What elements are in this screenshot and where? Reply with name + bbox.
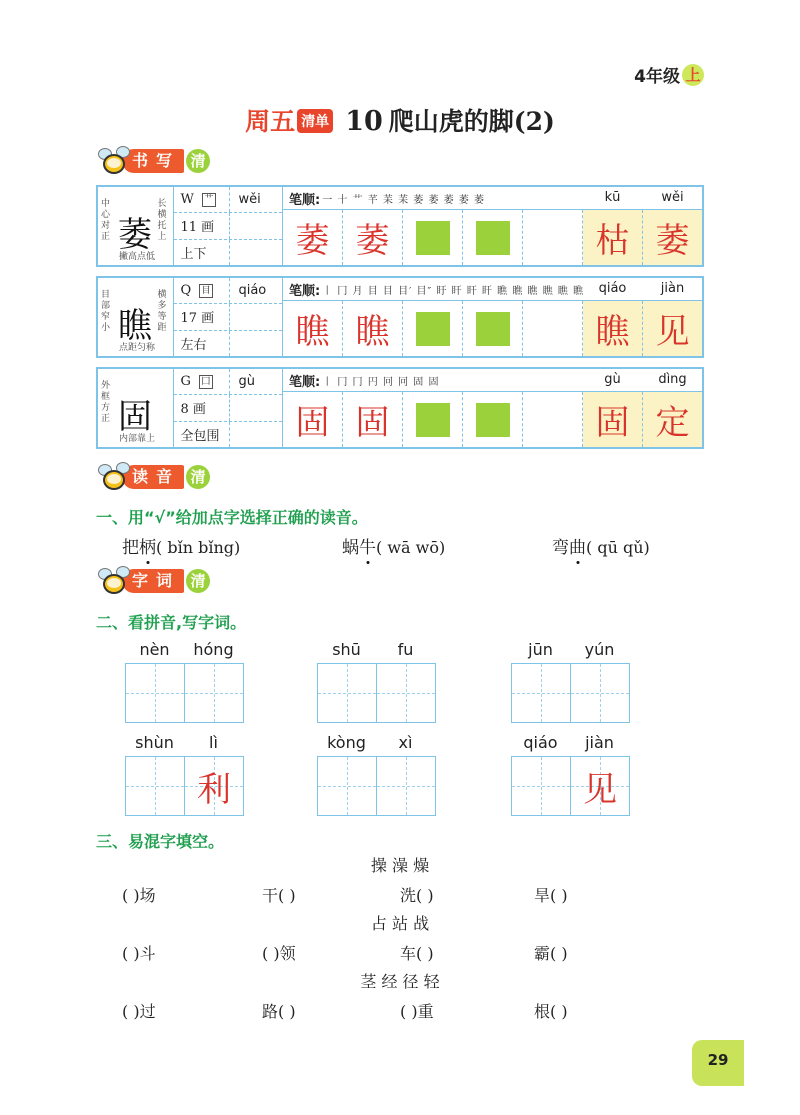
big-char: 固 <box>118 397 152 437</box>
pinyin: kòng <box>327 733 366 752</box>
pinyin-write-item <box>317 640 436 723</box>
q3-prompt: 三、易混字填空。 <box>96 832 225 851</box>
pinyin: hóng <box>193 640 234 659</box>
confusable-chars: 茎 经 径 轻 <box>360 972 440 991</box>
big-char-box <box>98 369 174 447</box>
stroke-sequence: 丨 冂 冂 円 冋 冋 固 固 <box>322 376 440 388</box>
write-cell[interactable] <box>185 664 243 722</box>
section-write-header <box>98 146 210 176</box>
copy-char: 瞧 <box>295 312 330 352</box>
pinyin: qiáo <box>523 733 558 752</box>
pinyin: shùn <box>135 733 174 752</box>
write-cell[interactable] <box>377 664 435 722</box>
tip-left: 中心对正 <box>101 199 111 242</box>
q1-prompt: 一、用“√”给加点字选择正确的读音。 <box>96 508 368 527</box>
practice-cell <box>283 392 343 447</box>
section-read-label: 读音 <box>122 465 184 489</box>
grade-label <box>634 62 704 87</box>
fill-blank[interactable]: 旱( ) <box>534 886 568 905</box>
write-cell[interactable] <box>318 757 377 815</box>
pinyin-row <box>317 733 435 752</box>
stroke-sequence: 一 十 艹 芊 苿 苿 萎 萎 萎 萎 萎 <box>322 194 485 206</box>
practice-cell <box>283 210 343 265</box>
q1-item-3 <box>552 533 650 558</box>
write-cell[interactable] <box>126 664 185 722</box>
pinyin-write-item <box>511 733 630 816</box>
fill-blank[interactable]: 车( ) <box>400 944 434 963</box>
fill-blank[interactable]: ( )领 <box>262 944 296 963</box>
practice-box <box>416 312 450 346</box>
fill-blank[interactable]: ( )斗 <box>122 944 156 963</box>
structure: 左右 <box>174 331 230 356</box>
char-pinyin: gù <box>238 374 255 390</box>
dotted-char: 牛 <box>359 538 376 558</box>
section-write-label: 书写 <box>122 149 184 173</box>
write-cell[interactable] <box>571 664 629 722</box>
practice-cell[interactable] <box>463 210 523 265</box>
q2-prompt: 二、看拼音,写字词。 <box>96 613 247 632</box>
copy-char: 固 <box>295 403 330 443</box>
char-pinyin: qiáo <box>238 283 267 299</box>
qing-icon: 清 <box>186 465 210 489</box>
char-info <box>174 187 283 265</box>
practice-cell <box>643 190 702 265</box>
index-letter: G <box>180 374 191 390</box>
practice-cell <box>643 372 702 447</box>
write-cell[interactable] <box>512 757 571 815</box>
practice-cell <box>283 301 343 356</box>
write-grid[interactable] <box>125 756 244 816</box>
write-grid[interactable] <box>317 756 436 816</box>
word-char: 瞧 <box>595 312 630 352</box>
index-letter: W <box>180 192 194 208</box>
fill-blank[interactable]: 路( ) <box>262 1002 296 1021</box>
practice-cell[interactable] <box>403 210 463 265</box>
pinyin: xì <box>398 733 413 752</box>
big-char: 萎 <box>118 215 152 255</box>
practice-cell[interactable] <box>463 392 523 447</box>
tip-bottom: 内部靠上 <box>118 434 155 444</box>
dotted-char: 曲 <box>569 538 586 558</box>
word-char: 定 <box>655 403 690 443</box>
bee-icon <box>98 146 128 176</box>
big-char-box <box>98 187 174 265</box>
stroke-sequence: 丨 冂 月 目 目 目′ 目″ 盱 盰 盰 盰 瞧 瞧 瞧 瞧 瞧 瞧 <box>322 285 585 297</box>
title-day: 周五 <box>245 107 296 136</box>
practice-box <box>476 221 510 255</box>
pinyin: shū <box>332 640 361 659</box>
word-char: 见 <box>655 312 690 352</box>
section-words-header <box>98 566 210 596</box>
practice-cell <box>343 210 403 265</box>
bee-icon <box>98 566 128 596</box>
stroke-label: 笔顺: <box>289 192 321 208</box>
copy-char: 固 <box>355 403 390 443</box>
stroke-count: 8 画 <box>174 395 230 420</box>
write-cell[interactable] <box>512 664 571 722</box>
q1-char: 蜗 <box>342 538 359 558</box>
write-grid[interactable] <box>511 756 630 816</box>
q1-char: 弯 <box>552 538 569 558</box>
pinyin-write-item <box>125 733 244 816</box>
char-practice-row <box>96 367 704 449</box>
copy-char: 萎 <box>295 221 330 261</box>
tip-bottom: 撇高点低 <box>118 252 155 262</box>
pinyin: lì <box>209 733 218 752</box>
word-pinyin: qiáo <box>598 281 627 296</box>
write-cell[interactable] <box>571 757 629 815</box>
lesson-title: 爬山虎的脚(2) <box>388 107 555 136</box>
pinyin-row <box>511 733 629 752</box>
pinyin: fu <box>397 640 414 659</box>
practice-cell[interactable] <box>403 392 463 447</box>
tip-bottom: 点距匀称 <box>118 343 155 353</box>
q1-char: 把 <box>122 538 139 558</box>
write-cell[interactable] <box>185 757 243 815</box>
big-char: 瞧 <box>118 306 152 346</box>
confusable-chars: 占 站 战 <box>370 914 430 933</box>
practice-box <box>416 403 450 437</box>
copy-char: 瞧 <box>355 312 390 352</box>
fill-blank[interactable]: ( )过 <box>122 1002 156 1021</box>
pinyin-row <box>317 640 435 659</box>
lesson-number: 10 <box>345 106 383 137</box>
char-info <box>174 369 283 447</box>
structure: 全包围 <box>174 422 230 447</box>
practice-cell <box>643 281 702 356</box>
char-practice <box>283 369 702 447</box>
practice-cell[interactable] <box>523 210 583 265</box>
pinyin-write-item <box>317 733 436 816</box>
word-pinyin: jiàn <box>660 281 685 296</box>
stroke-count: 17 画 <box>174 304 230 329</box>
title-badge: 清单 <box>297 109 333 133</box>
fill-blank[interactable]: ( )场 <box>122 886 156 905</box>
practice-cell <box>583 190 643 265</box>
write-cell[interactable] <box>377 757 435 815</box>
copy-char: 萎 <box>355 221 390 261</box>
page-number: 29 <box>692 1040 744 1086</box>
index-letter: Q <box>180 283 192 299</box>
radical: 囗 <box>199 375 213 389</box>
fill-blank[interactable]: 霸( ) <box>534 944 568 963</box>
word-pinyin: kū <box>604 190 621 205</box>
tip-right: 横多等距 <box>157 290 167 333</box>
tip-right: 长横托上 <box>157 199 167 242</box>
word-char: 萎 <box>655 221 690 261</box>
practice-cell <box>583 281 643 356</box>
stroke-count: 11 画 <box>174 213 230 238</box>
practice-cell[interactable] <box>403 301 463 356</box>
answer-char: 见 <box>583 769 617 810</box>
pinyin: jūn <box>528 640 553 659</box>
practice-cell <box>583 372 643 447</box>
practice-box <box>476 403 510 437</box>
write-grid[interactable] <box>317 663 436 723</box>
char-pinyin: wěi <box>238 192 261 208</box>
word-char: 固 <box>595 403 630 443</box>
fill-blank[interactable]: 洗( ) <box>400 886 434 905</box>
practice-cell[interactable] <box>523 392 583 447</box>
pinyin-row <box>125 640 243 659</box>
pinyin-row <box>511 640 629 659</box>
fill-blank[interactable]: 根( ) <box>534 1002 568 1021</box>
word-pinyin: dìng <box>658 372 687 387</box>
stroke-label: 笔顺: <box>289 374 321 390</box>
big-char-box <box>98 278 174 356</box>
q1-options[interactable]: ( qū qǔ) <box>586 538 650 557</box>
pinyin-write-item <box>125 640 244 723</box>
q1-options[interactable]: ( wā wō) <box>376 538 446 557</box>
grade-text: 4年级 <box>634 67 680 87</box>
pinyin: jiàn <box>585 733 614 752</box>
practice-cell[interactable] <box>523 301 583 356</box>
tip-left: 目部窄小 <box>101 290 111 333</box>
radical: 目 <box>199 284 213 298</box>
practice-box <box>476 312 510 346</box>
write-grid[interactable] <box>125 663 244 723</box>
char-info <box>174 278 283 356</box>
practice-cell <box>343 392 403 447</box>
qing-icon: 清 <box>186 569 210 593</box>
word-char: 枯 <box>595 221 630 261</box>
char-practice <box>283 187 702 265</box>
answer-char: 利 <box>197 769 231 810</box>
bee-icon <box>98 462 128 492</box>
grade-mark: 上 <box>682 64 704 86</box>
fill-blank[interactable]: ( )重 <box>400 1002 434 1021</box>
page-title <box>0 102 800 138</box>
practice-cell[interactable] <box>463 301 523 356</box>
word-pinyin: gù <box>604 372 621 387</box>
radical: 艹 <box>202 193 216 207</box>
pinyin-row <box>125 733 243 752</box>
q1-item-1 <box>122 533 240 558</box>
fill-blank[interactable]: 干( ) <box>262 886 296 905</box>
dotted-char: 柄 <box>139 538 156 558</box>
q1-options[interactable]: ( bǐn bǐng) <box>156 538 241 557</box>
stroke-label: 笔顺: <box>289 283 321 299</box>
tip-left: 外框方正 <box>101 381 111 424</box>
structure: 上下 <box>174 240 230 265</box>
qing-icon: 清 <box>186 149 210 173</box>
section-read-header <box>98 462 210 492</box>
write-cell[interactable] <box>318 664 377 722</box>
word-pinyin: wěi <box>661 190 684 205</box>
pinyin-write-item <box>511 640 630 723</box>
confusable-chars: 操 澡 燥 <box>370 856 430 875</box>
write-cell[interactable] <box>126 757 185 815</box>
pinyin: yún <box>584 640 615 659</box>
char-practice-row <box>96 185 704 267</box>
q1-item-2 <box>342 533 445 558</box>
char-practice <box>283 278 702 356</box>
practice-box <box>416 221 450 255</box>
write-grid[interactable] <box>511 663 630 723</box>
section-words-label: 字词 <box>122 569 184 593</box>
char-practice-row <box>96 276 704 358</box>
practice-cell <box>343 301 403 356</box>
pinyin: nèn <box>139 640 170 659</box>
